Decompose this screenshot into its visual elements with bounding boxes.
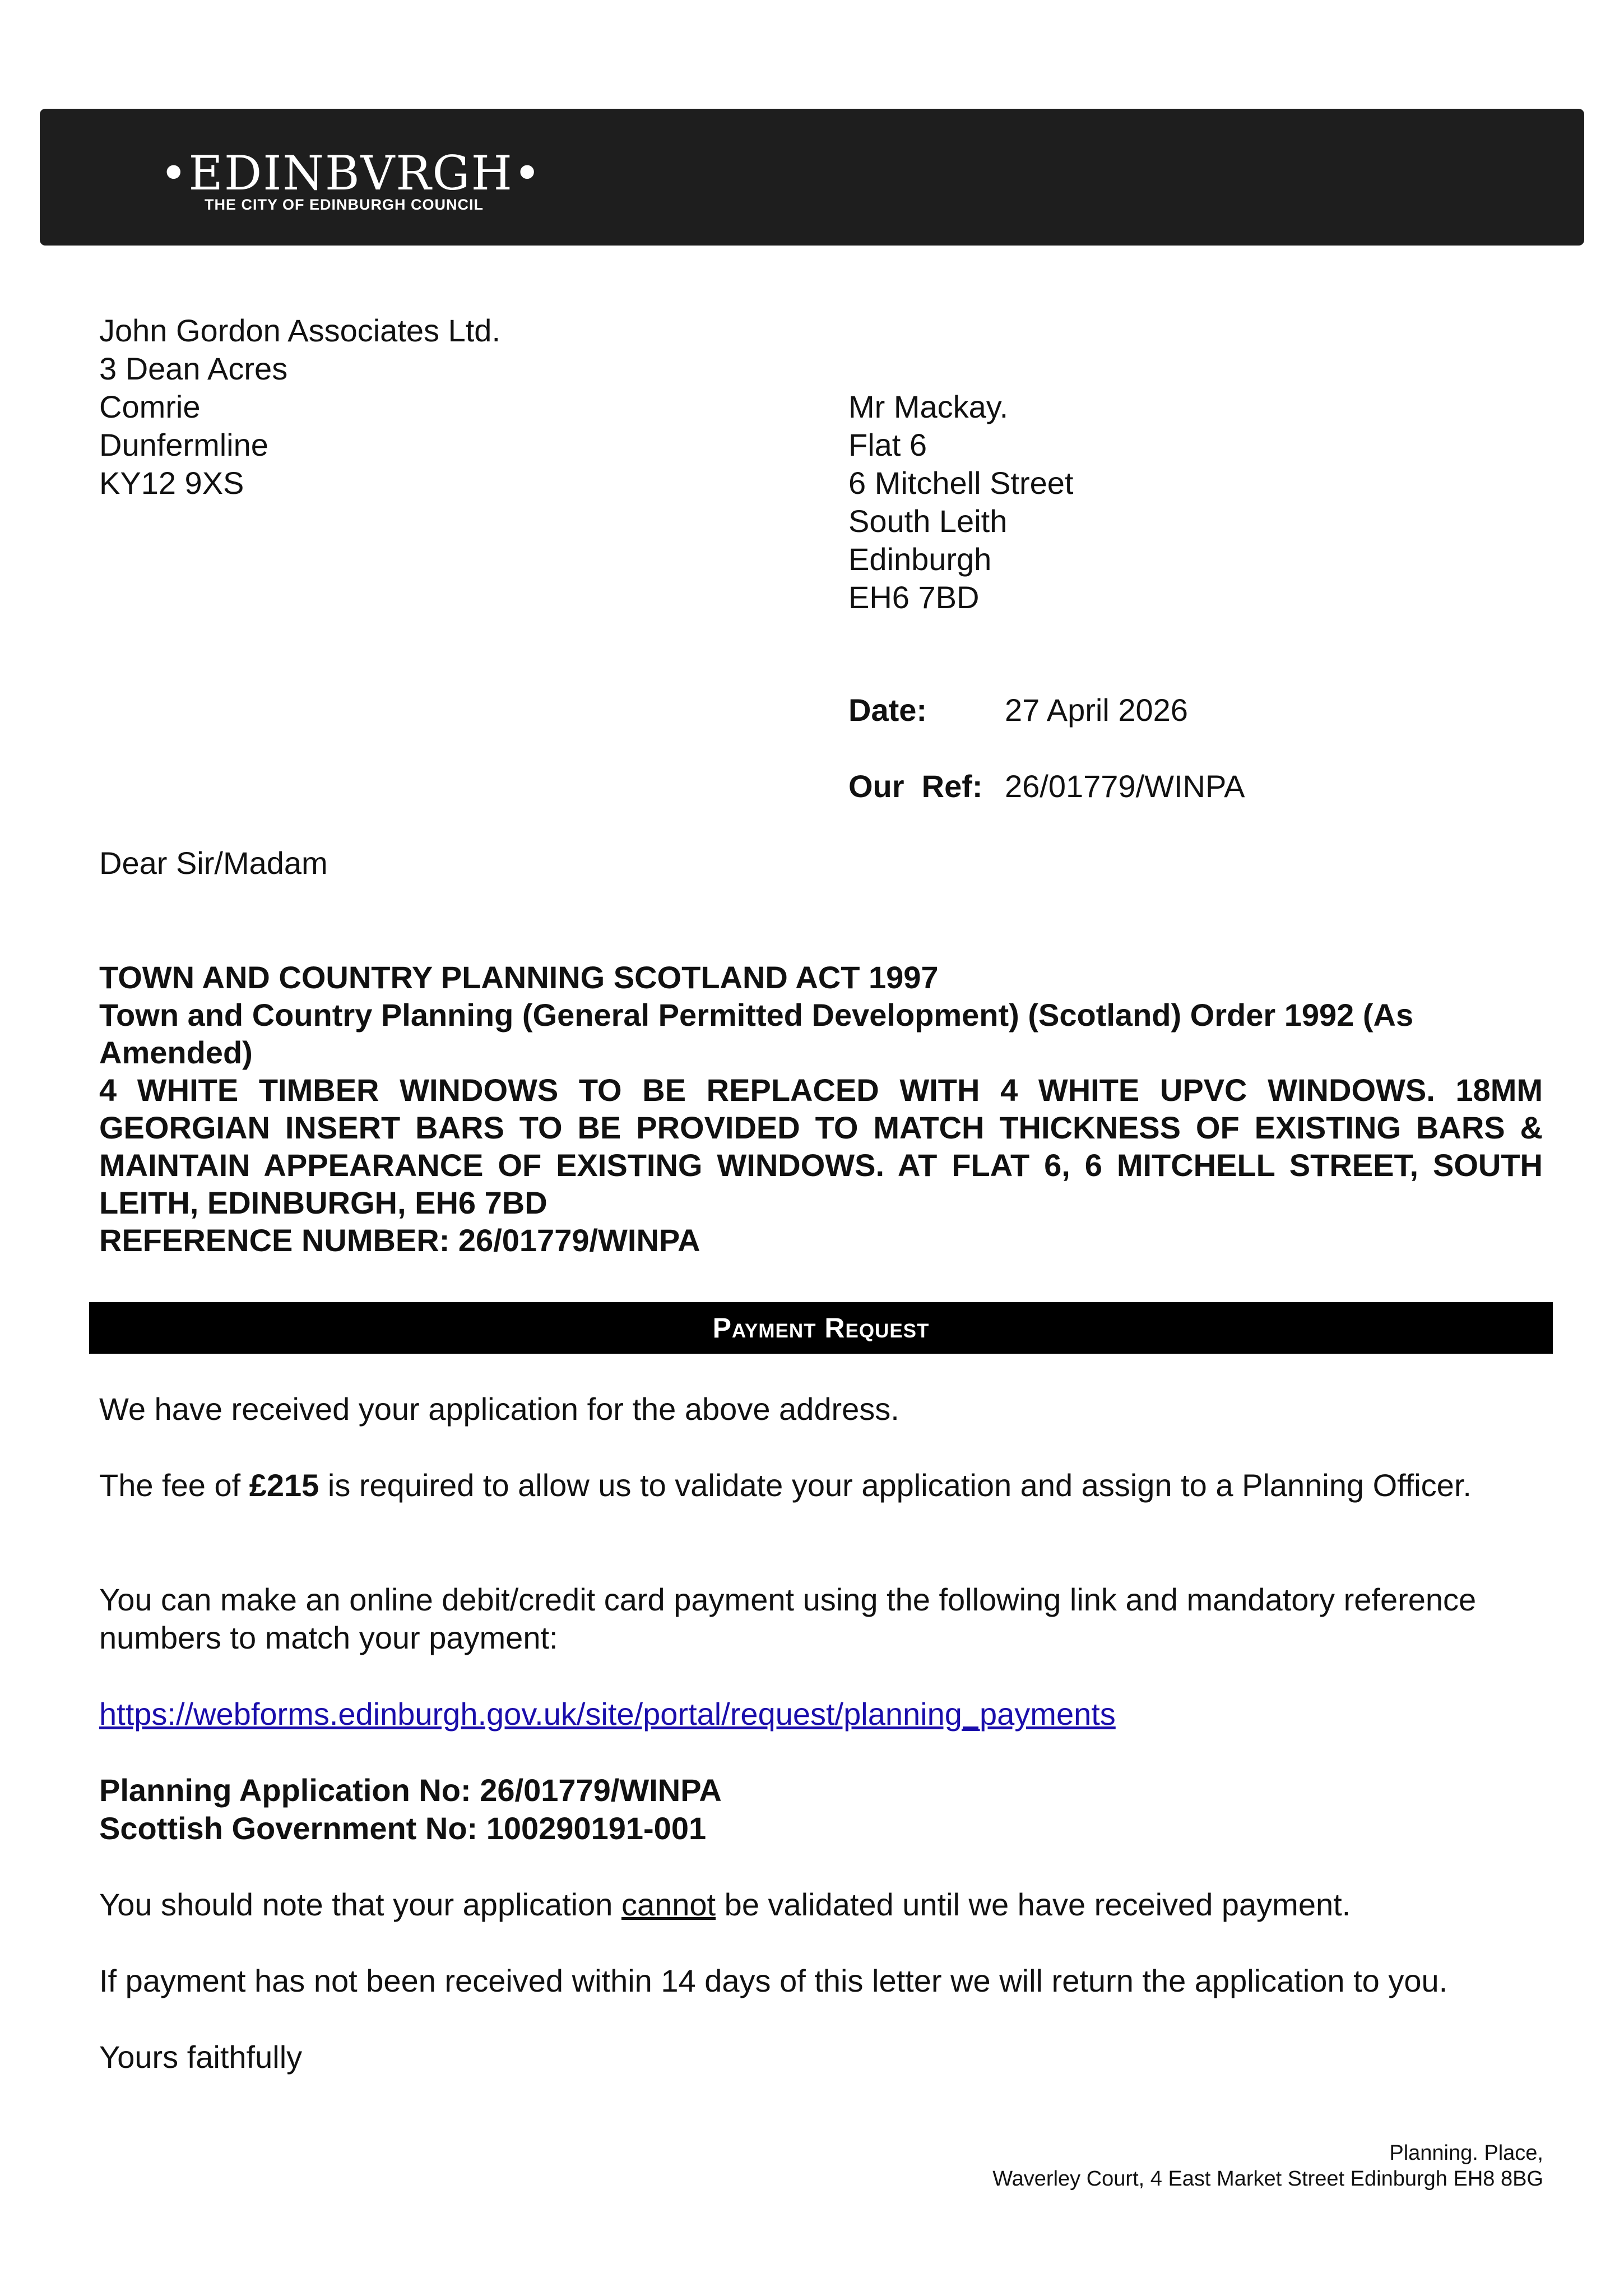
salutation: Dear Sir/Madam	[99, 845, 328, 881]
payment-request-title: Payment Request	[89, 1302, 1553, 1354]
act-title: TOWN AND COUNTRY PLANNING SCOTLAND ACT 1997	[99, 960, 939, 995]
letter-heading	[99, 959, 1543, 1259]
return-notice: If payment has not been received within 14 days of this letter we will return the application to you.	[99, 1963, 1448, 1998]
logo-subtitle: THE CITY OF EDINBURGH COUNCIL	[205, 196, 484, 213]
payment-instructions: You can make an online debit/credit card payment using the following link and mandatory reference numbers to match your payment:	[99, 1582, 1477, 1655]
date-label: Date:	[848, 692, 927, 728]
footer-address	[992, 2140, 1543, 2192]
fee-text-after: is required to allow us to validate your application and assign to a Planning Officer.	[319, 1468, 1472, 1503]
footer-line: Waverley Court, 4 East Market Street Edinburgh EH8 8BG	[992, 2167, 1543, 2191]
sender-address	[99, 312, 500, 502]
date-value: 27 April 2026	[1005, 692, 1188, 728]
logo-wordmark: •EDINBVRGH•	[160, 146, 542, 201]
recipient-line: South Leith	[848, 503, 1008, 539]
recipient-line: Flat 6	[848, 427, 927, 462]
fee-paragraph	[99, 1466, 1551, 1505]
sender-line: Comrie	[99, 389, 201, 424]
ref-label: Our Ref:	[848, 769, 983, 804]
proposal-description: 4 WHITE TIMBER WINDOWS TO BE REPLACED WITH 4 WHITE UPVC WINDOWS. 18MM GEORGIAN INSERT BARS TO BE PROVIDED TO MATCH THICKNESS OF EXISTING BARS & MAINTAIN APPEARANCE OF EXISTING WINDOWS. AT FLAT 6, 6 MITCHELL STREET, SOUTH LEITH, EDINBURGH, EH6 7BD	[99, 1072, 1543, 1220]
planning-application-number: Planning Application No: 26/01779/WINPA	[99, 1772, 722, 1808]
received-paragraph: We have received your application for the above address.	[99, 1391, 899, 1427]
council-logo	[160, 148, 542, 214]
payment-link[interactable]: https://webforms.edinburgh.gov.uk/site/portal/request/planning_payments	[99, 1696, 1116, 1732]
validation-emphasis: cannot	[621, 1887, 716, 1922]
reference-number: REFERENCE NUMBER: 26/01779/WINPA	[99, 1223, 700, 1258]
closing: Yours faithfully	[99, 2039, 303, 2075]
sender-line: Dunfermline	[99, 427, 268, 462]
validation-note	[99, 1886, 1551, 1924]
validation-text-before: You should note that your application	[99, 1887, 621, 1922]
sender-line: 3 Dean Acres	[99, 351, 288, 386]
ref-value: 26/01779/WINPA	[1005, 769, 1245, 804]
scottish-government-number: Scottish Government No: 100290191-001	[99, 1811, 707, 1846]
sender-line: John Gordon Associates Ltd.	[99, 313, 500, 348]
fee-amount: £215	[249, 1468, 319, 1503]
recipient-address	[848, 388, 1074, 617]
fee-text-before: The fee of	[99, 1468, 249, 1503]
validation-text-after: be validated until we have received payment.	[716, 1887, 1351, 1922]
recipient-line: Edinburgh	[848, 541, 992, 577]
order-title: Town and Country Planning (General Permitted Development) (Scotland) Order 1992 (As Amended)	[99, 997, 1414, 1070]
sender-line: KY12 9XS	[99, 465, 244, 501]
payment-link-container	[99, 1695, 1551, 1733]
recipient-line: 6 Mitchell Street	[848, 465, 1074, 501]
footer-line: Planning. Place,	[1389, 2141, 1543, 2165]
recipient-line: EH6 7BD	[848, 580, 980, 615]
recipient-line: Mr Mackay.	[848, 389, 1009, 424]
